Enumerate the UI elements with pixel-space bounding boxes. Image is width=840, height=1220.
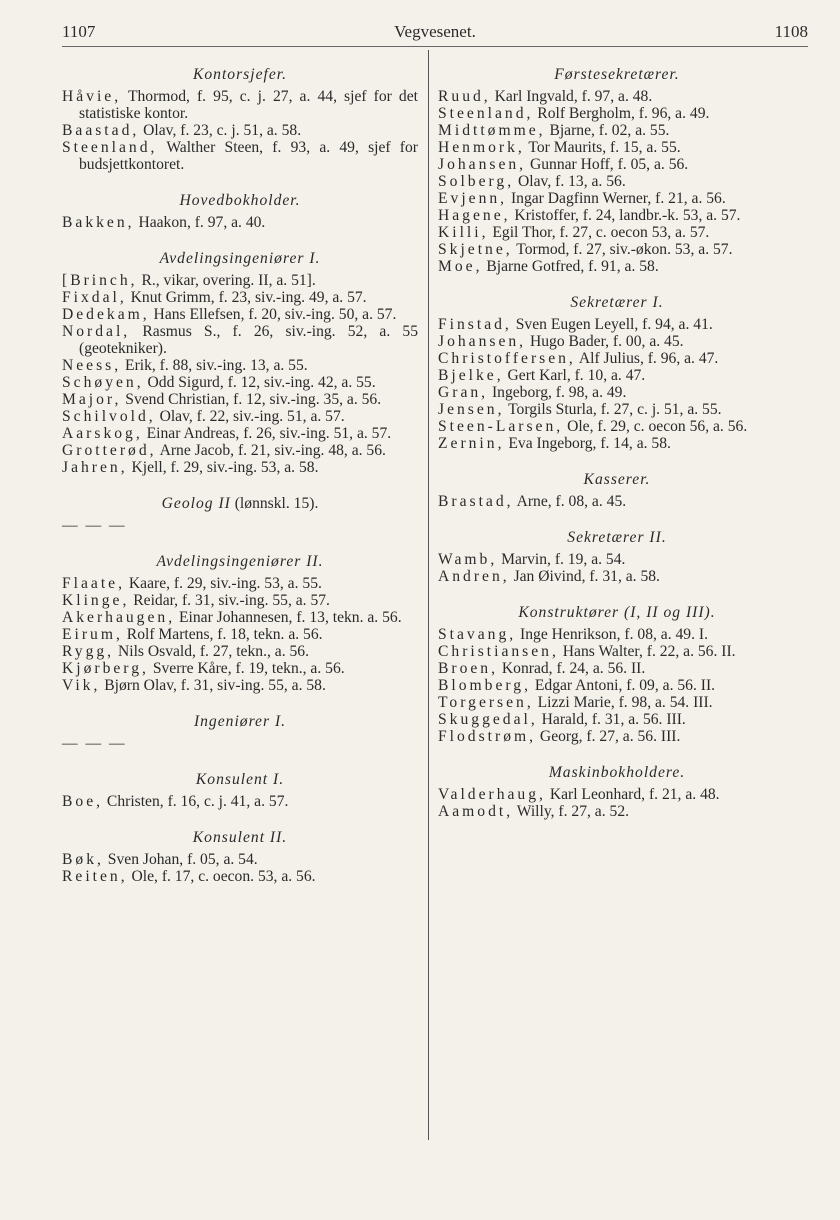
section [62,66,418,173]
person-details: Karl Leonhard, f. 21, a. 48. [545,786,720,803]
person-details: Sven Johan, f. 05, a. 54. [103,851,258,868]
person-surname: Johansen, [438,333,527,350]
column-divider [428,50,429,1140]
person-surname: Brastad, [438,493,514,510]
list-item [438,224,796,241]
section-heading [62,829,418,846]
person-details: Bjørn Olav, f. 31, siv-ing. 55, a. 58. [100,677,326,694]
section-heading [438,604,796,621]
person-surname: Solberg, [438,173,515,190]
section [438,764,796,820]
person-details: Harald, f. 31, a. 56. III. [537,711,686,728]
person-surname: Christiansen, [438,643,559,660]
section [438,471,796,510]
section-heading [438,294,796,311]
list-item [438,241,796,258]
person-details: Hans Ellefsen, f. 20, siv.-ing. 50, a. 57. [149,306,397,323]
person-surname: Killi, [438,224,489,241]
list-item [62,306,418,323]
person-surname: Midttømme, [438,122,546,139]
section [62,553,418,694]
person-details: Gunnar Hoff, f. 05, a. 56. [526,156,689,173]
person-details: Rolf Bergholm, f. 96, a. 49. [533,105,710,122]
section-heading [62,771,418,788]
person-surname: Moe, [438,258,483,275]
person-surname: Schøyen, [62,374,144,391]
section-heading-text: Sekretærer II. [567,529,667,546]
section-heading-text: Kasserer. [583,471,651,488]
person-surname: Eirum, [62,626,123,643]
person-surname: Christoffersen, [438,350,576,367]
section-heading-text: Avdelingsingeniører I. [159,250,321,267]
person-details: Svend Christian, f. 12, siv.-ing. 35, a. 56. [121,391,382,408]
person-details: Kjell, f. 29, siv.-ing. 53, a. 58. [127,459,319,476]
person-surname: Bøk, [62,851,104,868]
person-details: Georg, f. 27, a. 56. III. [536,728,681,745]
section [62,192,418,231]
section [62,250,418,476]
person-surname: [Brinch, [62,272,138,289]
section [62,771,418,810]
person-details: Einar Johannesen, f. 13, tekn. a. 56. [175,609,402,626]
list-item [438,384,796,401]
person-details: Christen, f. 16, c. j. 41, a. 57. [103,793,289,810]
section-heading [438,529,796,546]
person-details: Hans Walter, f. 22, a. 56. II. [558,643,736,660]
list-item [438,677,796,694]
person-details: Arne, f. 08, a. 45. [513,493,627,510]
list-item [438,803,796,820]
person-surname: Reiten, [62,868,128,885]
list-item [438,643,796,660]
person-details: Torgils Sturla, f. 27, c. j. 51, a. 55. [504,401,722,418]
list-item [62,851,418,868]
right-column [438,66,796,839]
person-details: Edgar Antoni, f. 09, a. 56. II. [530,677,716,694]
list-item [438,660,796,677]
person-surname: Steenland, [62,139,158,156]
list-item [62,139,418,173]
person-surname: Finstad, [438,316,512,333]
list-item [438,435,796,452]
section-heading [438,471,796,488]
list-item [438,156,796,173]
person-surname: Gran, [438,384,489,401]
person-details: Bjarne, f. 02, a. 55. [545,122,670,139]
section [438,66,796,275]
section-heading-text: Konsulent II. [192,829,288,846]
section-heading [62,66,418,83]
section-heading-text: Avdelingsingeniører II. [156,553,324,570]
list-item [62,575,418,592]
list-item [438,551,796,568]
person-details: Ole, f. 17, c. oecon. 53, a. 56. [127,868,316,885]
person-details: Olav, f. 22, siv.-ing. 51, a. 57. [155,408,345,425]
person-surname: Torgersen, [438,694,534,711]
list-item [62,272,418,289]
person-surname: Valderhaug, [438,786,546,803]
list-item [438,173,796,190]
section [438,604,796,745]
person-surname: Skjetne, [438,241,513,258]
list-item [438,333,796,350]
list-item [62,660,418,677]
section [438,529,796,585]
list-item [62,793,418,810]
person-details: R., vikar, overing. II, a. 51]. [137,272,316,289]
section-heading [438,66,796,83]
person-details: Ingeborg, f. 98, a. 49. [488,384,627,401]
person-surname: Jensen, [438,401,505,418]
list-item [438,493,796,510]
section-heading [62,250,418,267]
section [62,713,418,752]
person-details: Sven Eugen Leyell, f. 94, a. 41. [511,316,713,333]
person-details: Konrad, f. 24, a. 56. II. [498,660,646,677]
section [62,829,418,885]
person-surname: Boe, [62,793,104,810]
list-item [438,367,796,384]
person-details: Karl Ingvald, f. 97, a. 48. [490,88,653,105]
list-item [438,350,796,367]
list-item [438,786,796,803]
section-heading-text: Konstruktører (I, II og III). [518,604,716,621]
list-item [438,626,796,643]
person-surname: Vik, [62,677,101,694]
person-details: Sverre Kåre, f. 19, tekn., a. 56. [148,660,345,677]
person-details: Erik, f. 88, siv.-ing. 13, a. 55. [121,357,308,374]
person-details: Marvin, f. 19, a. 54. [497,551,626,568]
list-item [62,677,418,694]
list-item [62,626,418,643]
left-column [62,66,418,904]
section-heading-text: Førstesekretærer. [554,66,680,83]
person-surname: Bjelke, [438,367,504,384]
person-details: Inge Henrikson, f. 08, a. 49. I. [516,626,708,643]
person-details: Kristoffer, f. 24, landbr.-k. 53, a. 57. [510,207,741,224]
person-surname: Skuggedal, [438,711,538,728]
person-details: Tormod, f. 27, siv.-økon. 53, a. 57. [512,241,733,258]
person-surname: Major, [62,391,122,408]
person-details: Kaare, f. 29, siv.-ing. 53, a. 55. [125,575,322,592]
person-surname: Schilvold, [62,408,156,425]
person-surname: Dedekam, [62,306,150,323]
section-heading [62,495,418,512]
person-details: Lizzi Marie, f. 98, a. 54. III. [533,694,713,711]
person-surname: Henmork, [438,139,525,156]
section [62,495,418,534]
person-surname: Evjenn, [438,190,508,207]
section-heading [62,553,418,570]
person-surname: Wamb, [438,551,498,568]
list-item [62,323,418,357]
person-details: Ole, f. 29, c. oecon 56, a. 56. [563,418,748,435]
list-item [438,401,796,418]
person-details: Bjarne Gotfred, f. 91, a. 58. [482,258,659,275]
person-surname: Jahren, [62,459,128,476]
list-item [438,728,796,745]
person-details: Einar Andreas, f. 26, siv.-ing. 51, a. 57. [142,425,392,442]
person-surname: Hagene, [438,207,511,224]
section-heading-text: Kontorsjefer. [192,66,287,83]
person-details: Knut Grimm, f. 23, siv.-ing. 49, a. 57. [126,289,367,306]
person-details: Haakon, f. 97, a. 40. [134,214,266,231]
section-heading-text: Sekretærer I. [570,294,664,311]
person-details: Alf Julius, f. 96, a. 47. [575,350,719,367]
list-item [438,139,796,156]
person-surname: Aarskog, [62,425,143,442]
person-surname: Steen-Larsen, [438,418,564,435]
page-header [62,18,808,48]
person-surname: Baastad, [62,122,140,139]
person-details: Thormod, f. 95, c. j. 27, a. 44, sjef for det statistiske kontor. [79,88,418,122]
person-details: Eva Ingeborg, f. 14, a. 58. [504,435,671,452]
person-details: Willy, f. 27, a. 52. [513,803,630,820]
section-heading-suffix: (lønnskl. 15). [230,495,319,512]
person-details: Olav, f. 13, a. 56. [514,173,626,190]
list-item [62,609,418,626]
person-details: Egil Thor, f. 27, c. oecon 53, a. 57. [488,224,710,241]
person-details: Ingar Dagfinn Werner, f. 21, a. 56. [507,190,726,207]
section-heading-text: Konsulent I. [195,771,285,788]
person-details: Rasmus S., f. 26, siv.-ing. 52, a. 55 (geotekniker). [79,323,418,357]
section-heading-text: Ingeniører I. [193,713,287,730]
list-item [62,643,418,660]
list-item [438,88,796,105]
section-heading [438,764,796,781]
list-item [438,694,796,711]
list-item [438,711,796,728]
section [438,294,796,452]
person-details: Arne Jacob, f. 21, siv.-ing. 48, a. 56. [156,442,386,459]
person-surname: Rygg, [62,643,115,660]
person-surname: Håvie, [62,88,122,105]
vacant-dash: — — — [62,517,127,534]
list-item [438,207,796,224]
section-heading-text: Maskinbokholdere. [548,764,686,781]
person-details: Odd Sigurd, f. 12, siv.-ing. 42, a. 55. [143,374,376,391]
person-surname: Flaate, [62,575,125,592]
page-number-right: 1108 [774,22,808,41]
person-surname: Steenland, [438,105,534,122]
person-surname: Bakken, [62,214,135,231]
list-item [438,122,796,139]
person-surname: Klinge, [62,592,130,609]
section-heading-text: Geolog II [161,495,231,512]
person-surname: Broen, [438,660,499,677]
person-surname: Blomberg, [438,677,531,694]
person-details: Tor Maurits, f. 15, a. 55. [524,139,681,156]
person-surname: Flodstrøm, [438,728,537,745]
list-item [62,357,418,374]
person-details: Gert Karl, f. 10, a. 47. [503,367,646,384]
person-details: Reidar, f. 31, siv.-ing. 55, a. 57. [129,592,330,609]
list-item [438,105,796,122]
section-heading-text: Hovedbokholder. [179,192,301,209]
person-surname: Grotterød, [62,442,157,459]
person-details: Olav, f. 23, c. j. 51, a. 58. [139,122,302,139]
person-details: Jan Øivind, f. 31, a. 58. [509,568,660,585]
person-surname: Stavang, [438,626,517,643]
list-item [62,459,418,476]
page-number-left: 1107 [62,22,96,41]
list-item [438,190,796,207]
list-item [62,425,418,442]
list-item [438,568,796,585]
person-surname: Andren, [438,568,510,585]
header-rule [62,46,808,47]
person-surname: Zernin, [438,435,505,452]
person-surname: Kjørberg, [62,660,149,677]
person-surname: Fixdal, [62,289,127,306]
list-item [62,442,418,459]
list-item [62,868,418,885]
person-surname: Neess, [62,357,122,374]
vacant-dash: — — — [62,735,127,752]
list-item [62,592,418,609]
list-item [62,122,418,139]
person-surname: Nordal, [62,323,131,340]
list-item [62,374,418,391]
running-title: Vegvesenet. [394,22,476,41]
list-item [62,88,418,122]
list-item [438,418,796,435]
person-surname: Ruud, [438,88,491,105]
person-details: Nils Osvald, f. 27, tekn., a. 56. [114,643,309,660]
list-item [62,391,418,408]
person-surname: Akerhaugen, [62,609,176,626]
section-heading [62,713,418,730]
list-item [62,214,418,231]
person-surname: Johansen, [438,156,527,173]
list-item [438,258,796,275]
section-heading [62,192,418,209]
list-item [438,316,796,333]
person-details: Walther Steen, f. 93, a. 49, sjef for budsjettkontoret. [79,139,418,173]
list-item [62,289,418,306]
list-item [62,408,418,425]
person-surname: Aamodt, [438,803,514,820]
person-details: Hugo Bader, f. 00, a. 45. [526,333,684,350]
person-details: Rolf Martens, f. 18, tekn. a. 56. [122,626,323,643]
